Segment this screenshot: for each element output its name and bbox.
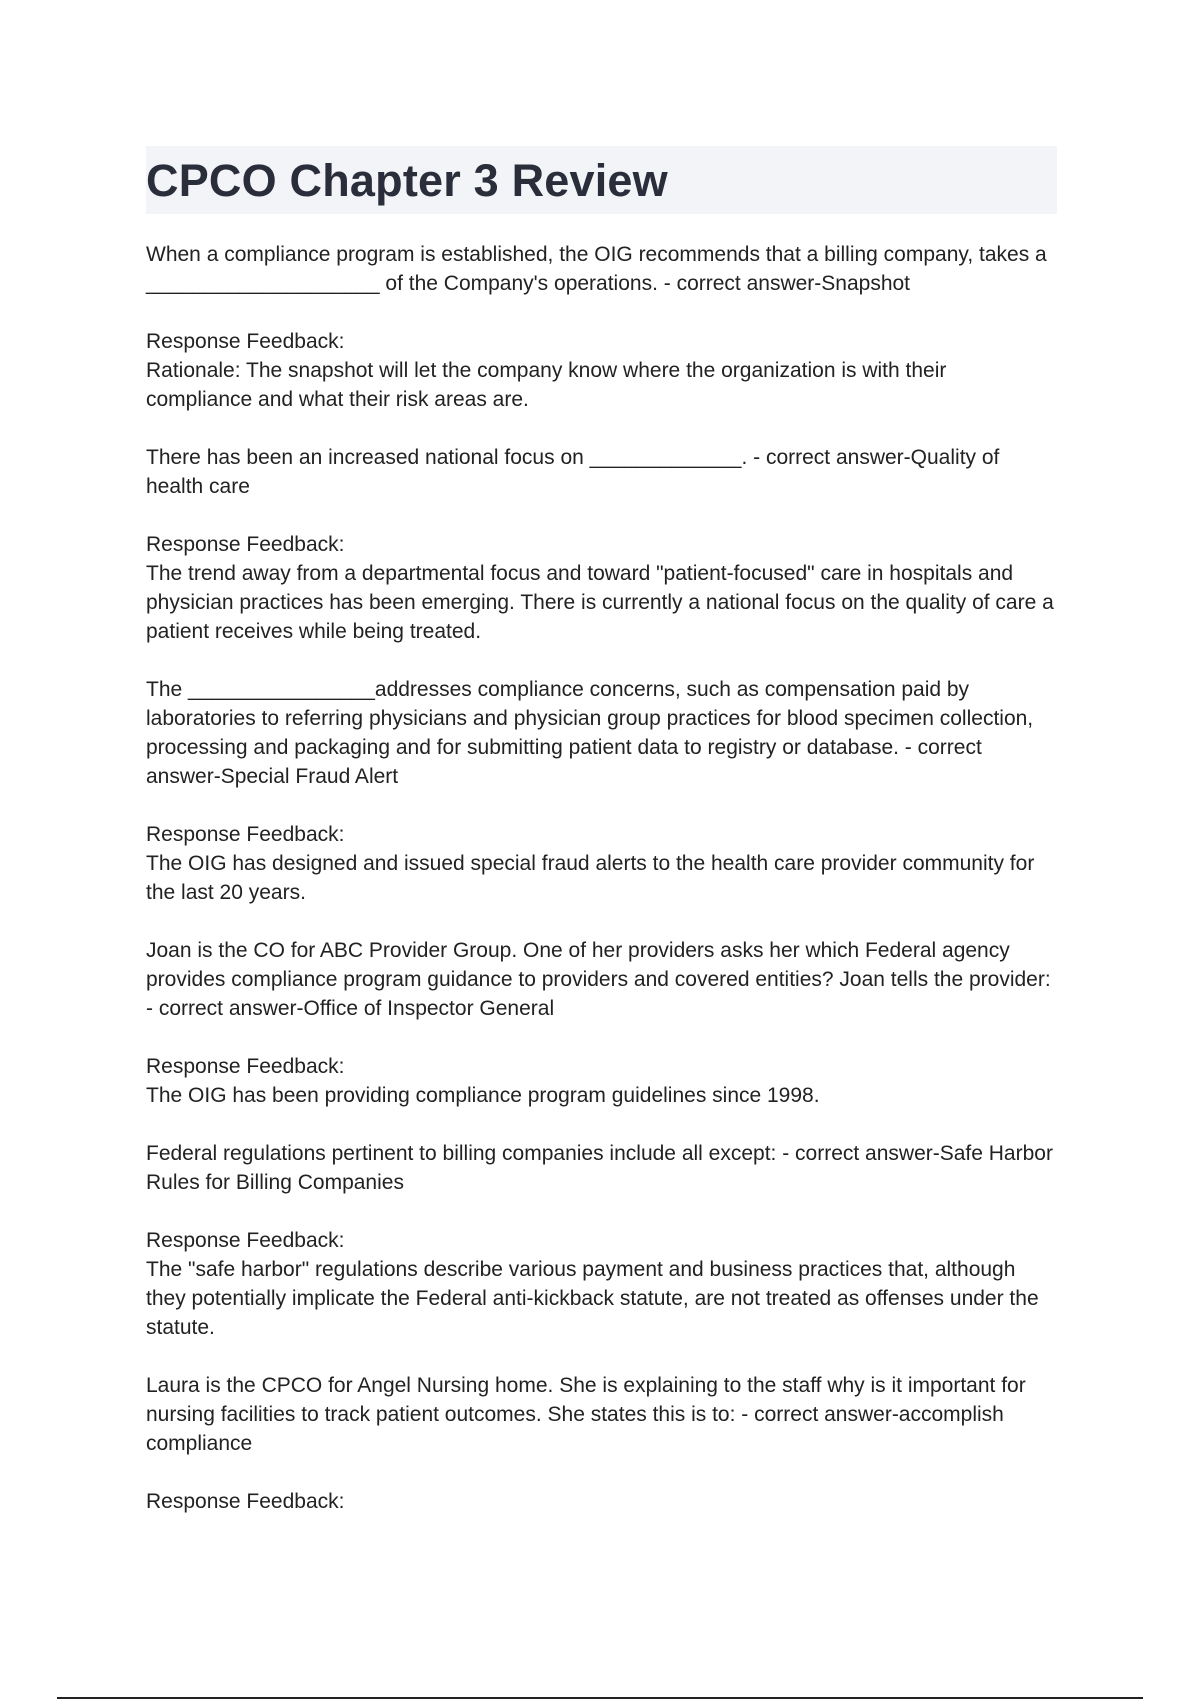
- feedback-text: The OIG has been providing compliance program guidelines since 1998.: [146, 1084, 820, 1107]
- qa-entry: [146, 240, 1057, 414]
- qa-entry: [146, 936, 1057, 1110]
- document-page: [146, 146, 1060, 1545]
- feedback-label: Response Feedback:: [146, 823, 345, 846]
- qa-entry: [146, 675, 1057, 907]
- footer-divider: [57, 1697, 1143, 1699]
- question-text: The ________________addresses compliance concerns, such as compensation paid by laboratories to referring physicians and physician group practices for blood specimen collection, processing and packaging and for submitting patient data to registry or database. - correct answer-Special Fraud Alert: [146, 678, 1039, 788]
- feedback-text: The "safe harbor" regulations describe various payment and business practices that, although they potentially implicate the Federal anti-kickback statute, are not treated as offenses under the statute.: [146, 1258, 1045, 1339]
- feedback-text: The OIG has designed and issued special fraud alerts to the health care provider community for the last 20 years.: [146, 852, 1041, 904]
- qa-entry: [146, 443, 1060, 646]
- feedback-text: Rationale: The snapshot will let the company know where the organization is with their compliance and what their risk areas are.: [146, 359, 953, 411]
- qa-entry: [146, 1139, 1057, 1342]
- title-banner: [146, 146, 1057, 214]
- question-text: Laura is the CPCO for Angel Nursing home. She is explaining to the staff why is it important for nursing facilities to track patient outcomes. She states this is to: - correct answer-accomplish compliance: [146, 1374, 1032, 1455]
- page-title: CPCO Chapter 3 Review: [146, 154, 668, 206]
- question-text: Joan is the CO for ABC Provider Group. One of her providers asks her which Federal agency provides compliance program guidance to providers and covered entities? Joan tells the provider: - correct answer-Office of Inspector General: [146, 939, 1057, 1020]
- question-text: Federal regulations pertinent to billing companies include all except: - correct answer-Safe Harbor Rules for Billing Companies: [146, 1142, 1059, 1194]
- feedback-label: Response Feedback:: [146, 1229, 345, 1252]
- feedback-label: Response Feedback:: [146, 1490, 345, 1513]
- question-text: When a compliance program is established, the OIG recommends that a billing company, takes a ____________________ of the Company's operations. - correct answer-Snapshot: [146, 243, 1053, 295]
- qa-entry: [146, 1371, 1057, 1516]
- feedback-label: Response Feedback:: [146, 533, 345, 556]
- feedback-label: Response Feedback:: [146, 330, 345, 353]
- feedback-text: The trend away from a departmental focus and toward "patient-focused" care in hospitals and physician practices has been emerging. There is currently a national focus on the quality of care a patient receives while being treated.: [146, 562, 1060, 643]
- question-text: There has been an increased national focus on _____________. - correct answer-Quality of health care: [146, 446, 1006, 498]
- feedback-label: Response Feedback:: [146, 1055, 345, 1078]
